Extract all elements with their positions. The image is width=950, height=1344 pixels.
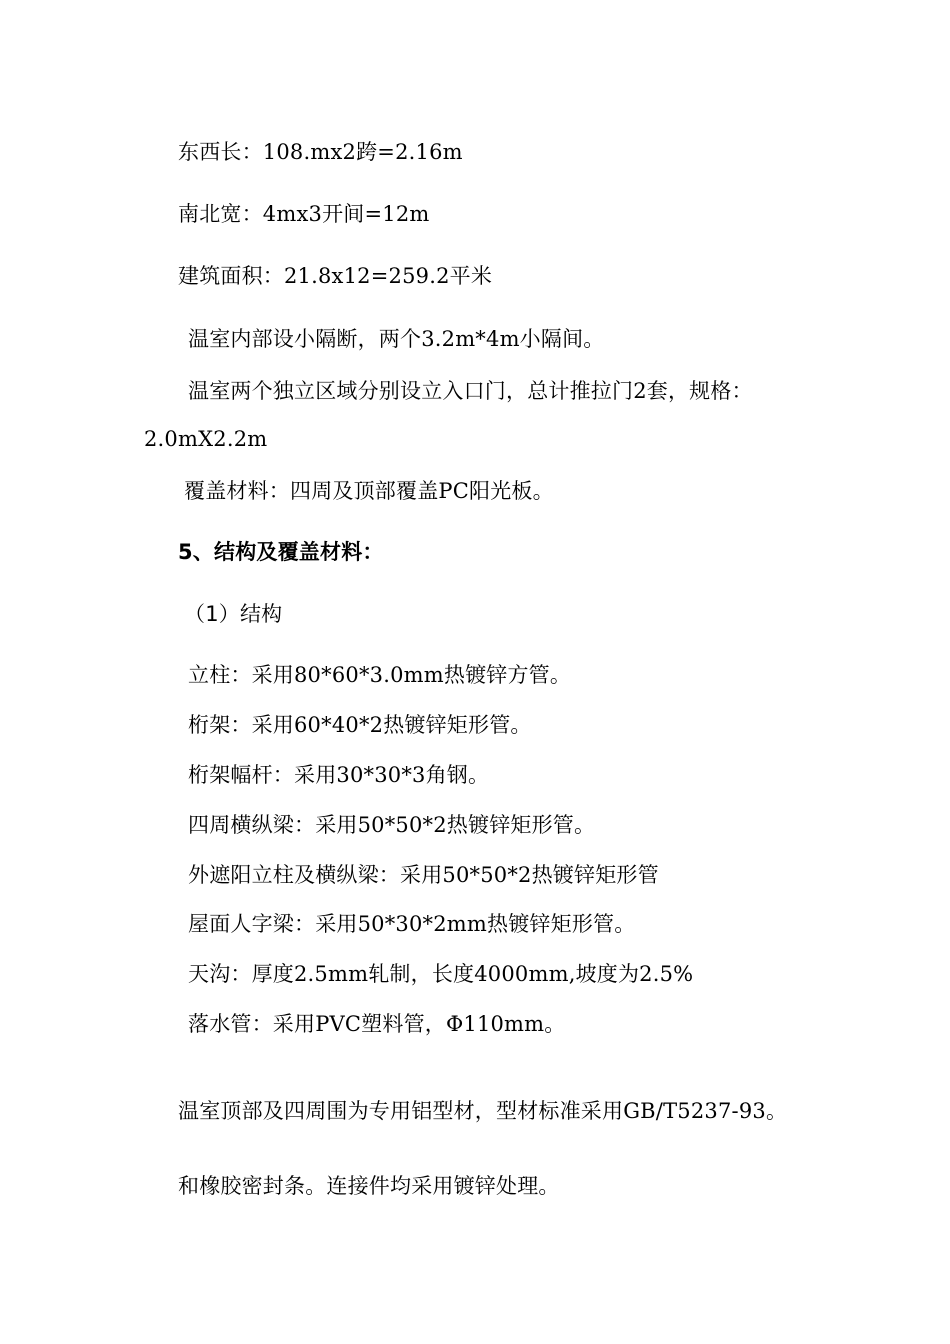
structure-item: 桁架：采用60*40*2热镀锌矩形管。 <box>188 713 532 737</box>
structure-item: 四周横纵梁：采用50*50*2热镀锌矩形管。 <box>188 813 596 837</box>
cover-material-text: 覆盖材料：四周及顶部覆盖PC阳光板。 <box>184 479 554 503</box>
structure-item: 天沟：厚度2.5mm轧制，长度4000mm,坡度为2.5% <box>188 962 694 986</box>
building-area: 建筑面积：21.8x12=259.2平米 <box>178 264 493 288</box>
structure-item: 桁架幅杆：采用30*30*3角钢。 <box>188 763 490 787</box>
dimension-north-south: 南北宽：4mx3开间=12m <box>178 202 430 226</box>
doors-text-line2: 2.0mX2.2m <box>144 427 268 451</box>
structure-item: 屋面人字梁：采用50*30*2mm热镀锌矩形管。 <box>188 912 636 936</box>
structure-item: 立柱：采用80*60*3.0mm热镀锌方管。 <box>188 663 572 687</box>
dimension-east-west: 东西长：108.mx2跨=2.16m <box>178 140 463 164</box>
doors-text-line1: 温室两个独立区域分别设立入口门，总计推拉门2套，规格： <box>188 379 753 403</box>
partition-text: 温室内部设小隔断，两个3.2m*4m小隔间。 <box>188 327 605 351</box>
subsection-heading: （1）结构 <box>184 602 283 626</box>
structure-item: 落水管：采用PVC塑料管，Φ110mm。 <box>188 1012 566 1036</box>
seal-text: 和橡胶密封条。连接件均采用镀锌处理。 <box>178 1174 560 1198</box>
section-heading: 5、结构及覆盖材料： <box>178 540 384 564</box>
structure-item: 外遮阳立柱及横纵梁：采用50*50*2热镀锌矩形管 <box>188 863 659 887</box>
aluminum-profile-text: 温室顶部及四周围为专用铝型材，型材标准采用GB/T5237-93。 <box>178 1099 788 1123</box>
